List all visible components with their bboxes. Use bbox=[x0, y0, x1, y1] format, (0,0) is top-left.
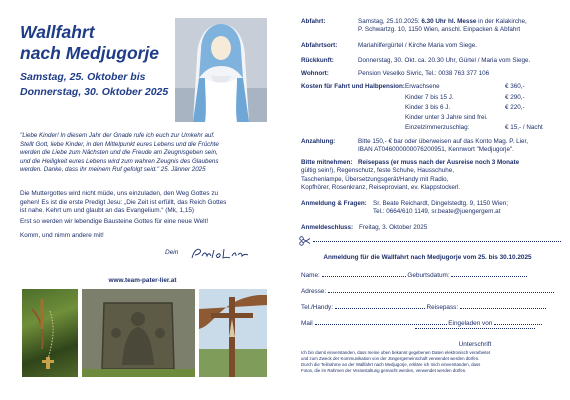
title-line-1: Wallfahrt bbox=[20, 22, 95, 42]
consent-line: Ich bin damit einverstanden, dass meine oben bekannt gegebenen Daten elektronisch verarbeitet bbox=[301, 350, 491, 355]
cost-label: Kinder 3 bis 6 J. bbox=[405, 104, 451, 111]
pilgrimage-dates bbox=[20, 70, 180, 100]
mary-statue-photo bbox=[175, 18, 267, 122]
signature-label: Unterschrift bbox=[458, 341, 492, 348]
invited-by-label: Eingeladen von bbox=[448, 320, 493, 327]
passport-label: Reisepass: bbox=[426, 304, 459, 311]
cost-price: € 290,- bbox=[505, 94, 525, 101]
cost-price: € 220,- bbox=[505, 104, 525, 111]
title-line-2: nach Medjugorje bbox=[20, 43, 160, 63]
paragraph-line: gehen! Es ist die erste Predigt Jesu: „Die Zeit ist erfüllt, das Reich Gottes bbox=[20, 198, 227, 206]
quote-line: Stellt Gott, liebe Kinder, in den Mittelpunkt eures Lebens und die Früchte bbox=[20, 140, 219, 148]
form-row-mail bbox=[301, 318, 559, 327]
departure-value bbox=[358, 18, 527, 35]
departure-date: Samstag, 25.10.2025: bbox=[358, 18, 422, 25]
cross-photo bbox=[199, 289, 267, 377]
bring-along-line: Kopfhörer, Rosenkranz, Reiseproviant, ev. Klappstockerl. bbox=[301, 184, 461, 192]
cost-price: € 15,- / Nacht bbox=[505, 124, 543, 131]
right-panel bbox=[285, 0, 570, 400]
registration-value bbox=[373, 200, 508, 217]
data-consent-text bbox=[301, 350, 559, 374]
departure-line-1 bbox=[358, 18, 527, 26]
bring-along-line: Taschenlampe, Übersetzungsgerät/Handy mit Radio, bbox=[301, 175, 449, 183]
scissors-icon bbox=[299, 236, 311, 246]
return-value: Donnerstag, 30. Okt. ca. 20.30 Uhr, Gürtel / Maria vom Siege. bbox=[358, 57, 531, 64]
handwritten-signature-icon bbox=[190, 246, 250, 262]
quote-line: und die Heiligkeit eures Lebens wird zum wahren Zeugnis des Glaubens bbox=[20, 157, 219, 165]
cost-price: € 360,- bbox=[505, 83, 525, 90]
invitation-paragraph bbox=[20, 190, 270, 216]
registration-label: Anmeldung & Fragen: bbox=[301, 200, 367, 207]
phone-label: Tel./Handy: bbox=[301, 304, 333, 311]
bring-along-list bbox=[301, 167, 460, 192]
consent-line: Durch die Teilnahme an der Wallfahrt nach Medjugorje, erkläre ich mich einverstanden, dass bbox=[301, 362, 481, 368]
date-line-2: Donnerstag, 30. Oktober 2025 bbox=[20, 86, 169, 98]
bronze-relief-photo bbox=[82, 289, 195, 377]
paragraph-line: ist nahe. Kehrt um und glaubt an das Evangelium.“ (Mk, 1,15) bbox=[20, 207, 195, 215]
quote-line: werden die Liebe zum Nächsten und die Freude am Zeugnisgeben sein, bbox=[20, 149, 218, 157]
registration-contact: Tel.: 0664/610 1149, sr.beate@juengergem.at bbox=[373, 208, 501, 216]
bring-along-passport: Reisepass (er muss nach der Ausreise noch 3 Monate bbox=[358, 159, 520, 166]
deposit-label: Anzahlung: bbox=[301, 138, 336, 145]
deadline-value: Freitag, 3. Oktober 2025 bbox=[359, 224, 428, 231]
address-field[interactable] bbox=[328, 286, 554, 293]
bring-along-line: gültig sein!), Regenschutz, feste Schuhe, Hausschuhe, bbox=[301, 167, 454, 175]
flyer-title bbox=[20, 22, 170, 64]
departure-place-label: Abfahrtsort: bbox=[301, 42, 338, 49]
deadline-label: Anmeldeschluss: bbox=[301, 224, 354, 231]
birthdate-field[interactable] bbox=[451, 270, 527, 277]
passport-field[interactable] bbox=[460, 302, 546, 309]
cross-icon bbox=[199, 289, 267, 377]
cost-label: Kinder unter 3 Jahre sind frei. bbox=[405, 114, 488, 121]
cost-label: Einzelzimmerzuschlag: bbox=[405, 124, 470, 131]
consent-line: Fotos, die im Rahmen der Veranstaltung gemacht werden, verwendet werden dürfen. bbox=[301, 368, 467, 374]
rosary-icon bbox=[22, 289, 78, 377]
deposit-line: Bitte 150,- € bar oder überweisen auf das Konto Mag. P. Lier, bbox=[358, 138, 529, 145]
relief-icon bbox=[82, 289, 195, 377]
departure-mass: 6.30 Uhr hl. Messe bbox=[421, 18, 477, 25]
website-url[interactable]: www.team-pater-lier.at bbox=[108, 277, 177, 284]
name-label: Name: bbox=[301, 272, 320, 279]
address-label: Adresse: bbox=[301, 288, 327, 295]
cost-label: Kinder 7 bis 15 J. bbox=[405, 94, 454, 101]
return-label: Rückkunft: bbox=[301, 57, 334, 64]
consent-line: und zum Zweck der Kommunikation von der Jüngergemeinschaft verwendet werden dürfen. bbox=[301, 356, 480, 362]
mail-label: Mail bbox=[301, 320, 313, 327]
departure-place-value: Mariahilfergürtel / Kirche Maria vom Siege. bbox=[358, 42, 477, 49]
deposit-line: IBAN AT046000000076200951, Kennwort "Medjugorje". bbox=[358, 146, 514, 154]
name-field[interactable] bbox=[322, 270, 406, 277]
phone-field[interactable] bbox=[335, 302, 425, 309]
bring-along-label: Bitte mitnehmen: bbox=[301, 159, 353, 166]
form-row-phone bbox=[301, 302, 559, 311]
departure-church: in der Kalakirche, bbox=[476, 18, 527, 25]
quote-line: "Liebe Kinder! In diesem Jahr der Gnade rufe ich euch zur Umkehr auf. bbox=[20, 132, 215, 139]
mail-field[interactable] bbox=[315, 318, 447, 325]
form-row-address bbox=[301, 286, 559, 295]
date-line-1: Samstag, 25. Oktober bis bbox=[20, 71, 146, 83]
cost-label: Erwachsene bbox=[405, 83, 440, 90]
paragraph-line: Die Muttergottes wird nicht müde, uns einzuladen, den Weg Gottes zu bbox=[20, 190, 219, 197]
registration-form-title: Anmeldung für die Wallfahrt nach Medjugorje vom 25. bis 30.10.2025 bbox=[323, 254, 532, 261]
marian-message-quote bbox=[20, 132, 270, 175]
signature-field[interactable] bbox=[415, 328, 535, 329]
rosary-photo bbox=[22, 289, 78, 377]
cut-line bbox=[313, 241, 561, 242]
costs-heading: Kosten für Fahrt und Halbpension: bbox=[301, 83, 405, 90]
form-row-name bbox=[301, 270, 559, 279]
come-along-text: Komm, und nimm andere mit! bbox=[20, 232, 104, 239]
birthdate-label: Geburtsdatum: bbox=[407, 272, 450, 279]
deposit-value bbox=[358, 138, 528, 155]
invited-by-field[interactable] bbox=[494, 318, 542, 325]
accommodation-label: Wohnort: bbox=[301, 70, 329, 77]
building-blocks-text: Erst so werden wir lebendige Bausteine Gottes für eine neue Welt! bbox=[20, 218, 209, 225]
quote-line: werden. Danke, dass ihr meinem Ruf gefolgt seid." 25. Jänner 2025 bbox=[20, 166, 206, 174]
mary-statue-icon bbox=[175, 18, 267, 122]
accommodation-value: Pension Veselko Sivric, Tel.: 0038 763 377 106 bbox=[358, 70, 490, 77]
departure-line-2: P. Schwartzg. 10, 1150 Wien, anschl. Einpacken & Abfahrt bbox=[358, 26, 521, 34]
departure-label: Abfahrt: bbox=[301, 18, 326, 25]
registration-address: Sr. Beate Reichardt, Dingelstedtg. 9, 1150 Wien; bbox=[373, 200, 508, 207]
signature-prefix: Dein bbox=[165, 249, 179, 256]
